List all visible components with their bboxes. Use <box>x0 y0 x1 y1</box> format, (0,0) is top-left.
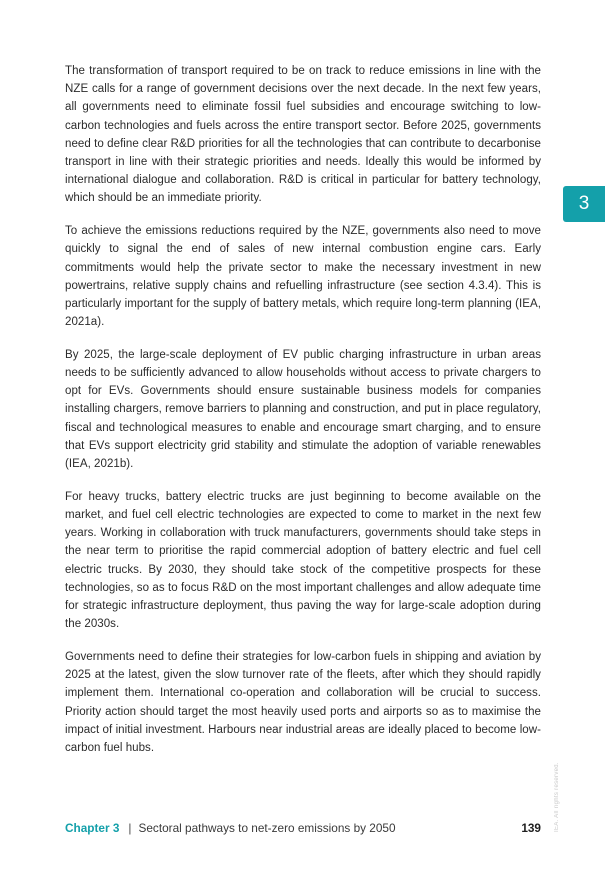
footer-separator: | <box>128 821 132 835</box>
footer-chapter-label: Chapter 3 <box>65 821 120 835</box>
paragraph-transport-transformation: The transformation of transport required to be on track to reduce emissions in line with the NZE calls for a range of government decisions over the next decade. In the next few years, all governments need to eliminate fossil fuel subsidies and encourage switching to low-carbon technologies and fuels across the entire transport sector. Before 2025, governments need to define clear R&D priorities for all the technologies that can contribute to decarbonise transport in line with their strategic priorities and needs. Ideally this would be informed by international dialogue and collaboration. R&D is critical in particular for battery technology, which should be an immediate priority. <box>65 65 541 205</box>
footer-chapter-title: Sectoral pathways to net-zero emissions by 2050 <box>138 821 396 835</box>
page-footer <box>65 818 541 838</box>
paragraph-ice-sales-end: To achieve the emissions reductions required by the NZE, governments also need to move quickly to signal the end of sales of new internal combustion engine cars. Early commitments would help the private sector to make the necessary investment in new powertrains, relative supply chains and refuelling infrastructure (see section 4.3.4). This is particularly important for the supply of battery metals, which require long-term planning (IEA, 2021a). <box>65 225 541 329</box>
page-number: 139 <box>521 821 541 835</box>
paragraph-heavy-trucks: For heavy trucks, battery electric trucks are just beginning to become available on the market, and fuel cell electric technologies are expected to come to market in the next few years. Working in collaboration with truck manufacturers, governments should take steps in the near term to prioritise the rapid commercial adoption of battery electric and fuel cell electric trucks. By 2030, they should take stock of the competitive prospects for these technologies, so as to focus R&D on the most important challenges and allow adequate time for strategic infrastructure deployment, thus paving the way for large-scale adoption during the 2030s. <box>65 490 541 631</box>
chapter-tab: 3 <box>563 186 605 222</box>
paragraph-shipping-aviation: Governments need to define their strategies for low-carbon fuels in shipping and aviation by 2025 at the latest, given the slow turnover rate of the fleets, after which they should rapidly implement them. International co-operation and collaboration will be crucial to success. Priority action should target the most heavily used ports and airports so as to maximise the impact of initial investment. Harbours near industrial areas are ideally placed to become low-carbon fuel hubs. <box>65 650 541 754</box>
main-body-text <box>65 62 541 772</box>
paragraph-ev-charging: By 2025, the large-scale deployment of EV public charging infrastructure in urban areas needs to be sufficiently advanced to allow households without access to private chargers to opt for EVs. Governments should ensure sustainable business models for companies installing chargers, remove barriers to planning and construction, and put in place regulatory, fiscal and technological measures to enable and encourage smart charging, and to ensure that EVs support electricity grid stability and stimulate the adoption of variable renewables (IEA, 2021b). <box>65 348 541 471</box>
copyright-watermark: IEA. All rights reserved. <box>554 762 560 832</box>
